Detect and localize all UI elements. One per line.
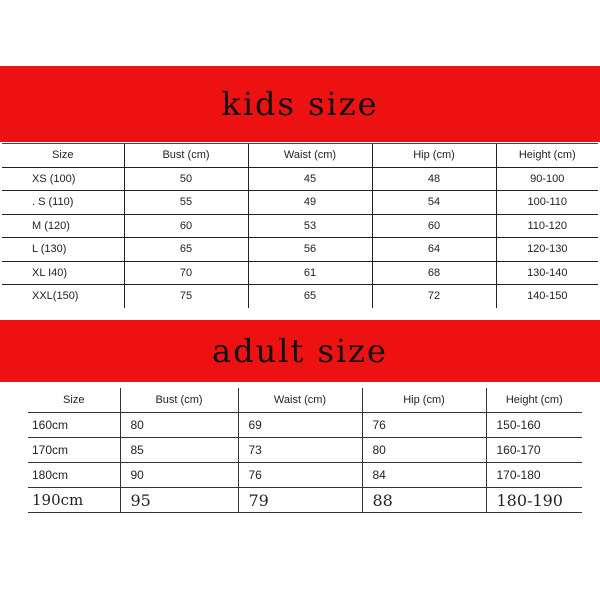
kids-header-hip: Hip (cm) <box>372 144 496 168</box>
adult-header-bust: Bust (cm) <box>120 388 238 413</box>
kids-hip-cell: 64 <box>372 238 496 262</box>
kids-bust-cell: 50 <box>124 167 248 191</box>
adult-bust-cell: 85 <box>120 438 238 463</box>
kids-size-banner <box>0 66 600 142</box>
kids-height-cell: 140-150 <box>496 285 598 308</box>
kids-hip-cell: 48 <box>372 167 496 191</box>
kids-hip-cell: 72 <box>372 285 496 308</box>
adult-size-cell: 190cm <box>28 488 120 513</box>
kids-bust-cell: 60 <box>124 214 248 238</box>
adult-size-cell: 170cm <box>28 438 120 463</box>
kids-header-bust: Bust (cm) <box>124 144 248 168</box>
adult-size-table <box>28 388 582 513</box>
adult-waist-cell: 79 <box>238 488 362 513</box>
table-row <box>2 285 598 308</box>
kids-size-cell: L (130) <box>2 238 124 262</box>
adult-waist-cell: 73 <box>238 438 362 463</box>
adult-size-cell: 160cm <box>28 413 120 438</box>
kids-bust-cell: 65 <box>124 238 248 262</box>
table-row <box>2 261 598 285</box>
kids-size-title: kids size <box>221 85 379 123</box>
adult-hip-cell: 76 <box>362 413 486 438</box>
kids-height-cell: 100-110 <box>496 191 598 215</box>
kids-size-cell: . S (110) <box>2 191 124 215</box>
adult-header-height: Height (cm) <box>486 388 582 413</box>
adult-size-banner <box>0 320 600 382</box>
adult-height-cell: 150-160 <box>486 413 582 438</box>
kids-waist-cell: 53 <box>248 214 372 238</box>
kids-bust-cell: 55 <box>124 191 248 215</box>
kids-waist-cell: 45 <box>248 167 372 191</box>
kids-height-cell: 110-120 <box>496 214 598 238</box>
kids-bust-cell: 75 <box>124 285 248 308</box>
kids-hip-cell: 68 <box>372 261 496 285</box>
table-row <box>28 488 582 513</box>
kids-height-cell: 90-100 <box>496 167 598 191</box>
table-row <box>28 438 582 463</box>
kids-header-waist: Waist (cm) <box>248 144 372 168</box>
table-row <box>28 413 582 438</box>
kids-waist-cell: 61 <box>248 261 372 285</box>
kids-waist-cell: 49 <box>248 191 372 215</box>
adult-hip-cell: 84 <box>362 463 486 488</box>
adult-waist-cell: 76 <box>238 463 362 488</box>
kids-size-cell: XL I40) <box>2 261 124 285</box>
adult-waist-cell: 69 <box>238 413 362 438</box>
adult-header-waist: Waist (cm) <box>238 388 362 413</box>
kids-waist-cell: 65 <box>248 285 372 308</box>
kids-header-height: Height (cm) <box>496 144 598 168</box>
kids-bust-cell: 70 <box>124 261 248 285</box>
adult-hip-cell: 88 <box>362 488 486 513</box>
kids-hip-cell: 54 <box>372 191 496 215</box>
kids-size-table <box>2 143 598 308</box>
table-row <box>28 463 582 488</box>
kids-hip-cell: 60 <box>372 214 496 238</box>
kids-size-cell: XXL(150) <box>2 285 124 308</box>
adult-height-cell: 170-180 <box>486 463 582 488</box>
kids-height-cell: 130-140 <box>496 261 598 285</box>
kids-size-cell: M (120) <box>2 214 124 238</box>
adult-bust-cell: 90 <box>120 463 238 488</box>
kids-height-cell: 120-130 <box>496 238 598 262</box>
kids-waist-cell: 56 <box>248 238 372 262</box>
adult-header-row <box>28 388 582 413</box>
table-row <box>2 167 598 191</box>
table-row <box>2 214 598 238</box>
adult-header-hip: Hip (cm) <box>362 388 486 413</box>
adult-size-cell: 180cm <box>28 463 120 488</box>
adult-header-size: Size <box>28 388 120 413</box>
kids-header-row <box>2 144 598 168</box>
adult-bust-cell: 95 <box>120 488 238 513</box>
adult-bust-cell: 80 <box>120 413 238 438</box>
adult-size-title: adult size <box>212 332 388 370</box>
adult-height-cell: 160-170 <box>486 438 582 463</box>
kids-header-size: Size <box>2 144 124 168</box>
adult-height-cell: 180-190 <box>486 488 582 513</box>
table-row <box>2 238 598 262</box>
adult-hip-cell: 80 <box>362 438 486 463</box>
table-row <box>2 191 598 215</box>
kids-size-cell: XS (100) <box>2 167 124 191</box>
